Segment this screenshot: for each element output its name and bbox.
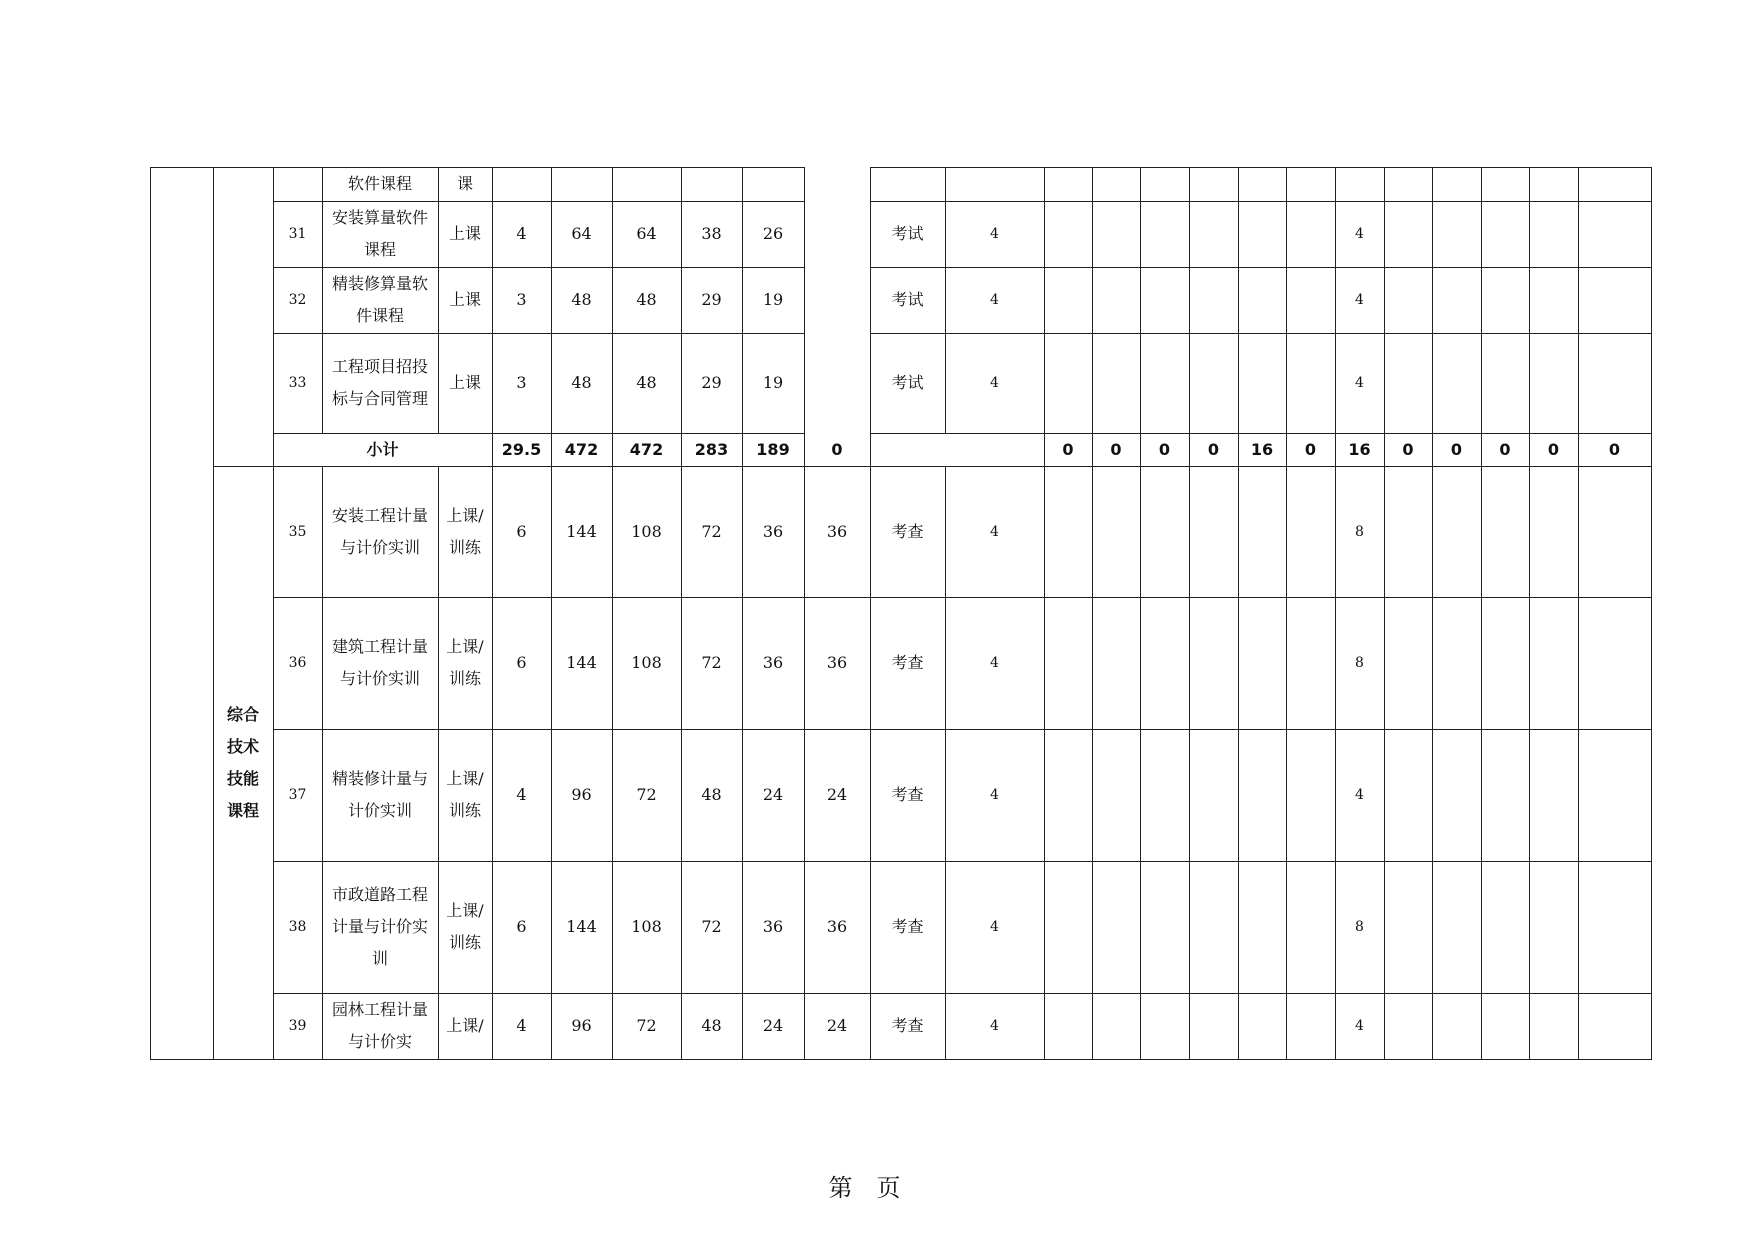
course-credit — [492, 167, 551, 201]
week-hours-cell — [1481, 466, 1529, 597]
week-hours-cell — [1384, 201, 1432, 267]
course-term: 4 — [990, 375, 999, 391]
week-hours-cell — [1189, 267, 1238, 333]
course-practice: 26 — [762, 224, 784, 243]
subtotal-training: 0 — [831, 439, 843, 459]
week-hours-cell: 4 — [1355, 292, 1364, 308]
subtotal-week-cell: 0 — [1207, 439, 1220, 459]
week-hours-cell — [1384, 993, 1432, 1059]
week-hours-cell: 4 — [1355, 226, 1364, 242]
week-hours-cell: 4 — [1355, 1018, 1364, 1034]
table-rule — [150, 1059, 1652, 1060]
course-training — [804, 167, 870, 201]
course-in-plan: 48 — [636, 290, 657, 309]
course-theory: 29 — [701, 373, 722, 392]
week-hours-cell — [1432, 201, 1481, 267]
course-name: 精装修算量软件课程 — [331, 274, 428, 325]
course-term: 4 — [990, 787, 999, 803]
course-name: 工程项目招投标与合同管理 — [331, 357, 428, 408]
course-training: 36 — [826, 917, 848, 936]
week-hours-cell — [1140, 167, 1189, 201]
week-hours-cell — [1140, 993, 1189, 1059]
course-type: 上课 — [448, 290, 481, 309]
course-credit: 4 — [516, 785, 527, 804]
week-hours-cell — [1529, 167, 1578, 201]
section-category-label: 综合技术技能课程 — [226, 704, 259, 820]
course-in-plan: 48 — [636, 373, 657, 392]
course-training — [804, 333, 870, 433]
week-hours-cell — [1384, 333, 1432, 433]
week-hours-cell — [1044, 201, 1092, 267]
week-hours-cell — [1140, 333, 1189, 433]
week-hours-cell — [1286, 201, 1335, 267]
week-hours-cell — [1578, 167, 1651, 201]
course-name: 软件课程 — [347, 174, 412, 193]
week-hours-cell — [1238, 201, 1286, 267]
course-practice: 24 — [762, 1016, 784, 1035]
week-hours-cell — [1384, 267, 1432, 333]
week-hours-cell — [1432, 466, 1481, 597]
course-theory: 38 — [701, 224, 722, 243]
course-assess: 考查 — [891, 917, 924, 936]
course-term: 4 — [990, 919, 999, 935]
course-number: 38 — [288, 919, 307, 935]
course-theory: 48 — [701, 785, 722, 804]
week-hours-cell — [1432, 729, 1481, 861]
week-hours-cell — [1481, 267, 1529, 333]
week-hours-cell — [1286, 267, 1335, 333]
week-hours-cell — [1140, 201, 1189, 267]
week-hours-cell — [1044, 729, 1092, 861]
course-name: 建筑工程计量与计价实训 — [331, 637, 428, 688]
week-hours-cell — [1189, 861, 1238, 993]
course-training: 36 — [826, 521, 848, 541]
course-theory — [681, 167, 742, 201]
week-hours-cell — [1238, 267, 1286, 333]
week-hours-cell — [1238, 729, 1286, 861]
week-hours-cell — [1044, 597, 1092, 729]
week-hours-cell: 8 — [1355, 655, 1364, 671]
week-hours-cell — [1578, 201, 1651, 267]
course-practice: 19 — [762, 290, 784, 309]
course-credit: 6 — [516, 521, 527, 541]
week-hours-cell — [1578, 861, 1651, 993]
course-total: 64 — [571, 224, 592, 243]
subtotal-week-cell: 0 — [1110, 439, 1122, 459]
week-hours-cell — [1286, 597, 1335, 729]
course-total: 144 — [566, 653, 597, 672]
week-hours-cell — [1044, 861, 1092, 993]
course-type: 上课/训练 — [446, 769, 484, 820]
subtotal-week-cell: 0 — [1304, 439, 1317, 459]
course-practice: 36 — [762, 521, 784, 541]
week-hours-cell — [1140, 597, 1189, 729]
subtotal-week-cell: 16 — [1250, 439, 1274, 459]
course-practice: 24 — [762, 785, 784, 804]
week-hours-cell — [1384, 466, 1432, 597]
course-number: 31 — [288, 226, 307, 242]
course-theory: 29 — [701, 290, 722, 309]
week-hours-cell — [1140, 466, 1189, 597]
week-hours-cell — [1286, 729, 1335, 861]
course-practice: 36 — [762, 653, 784, 672]
table-rule — [150, 167, 151, 1060]
course-number: 35 — [288, 523, 307, 540]
course-total: 144 — [566, 521, 597, 541]
week-hours-cell — [1044, 993, 1092, 1059]
week-hours-cell — [1044, 333, 1092, 433]
course-credit: 4 — [516, 1016, 527, 1035]
course-total: 48 — [571, 290, 592, 309]
week-hours-cell — [1286, 333, 1335, 433]
week-hours-cell — [1140, 729, 1189, 861]
week-hours-cell — [1529, 201, 1578, 267]
week-hours-cell — [1092, 861, 1140, 993]
course-number: 37 — [288, 787, 307, 803]
course-type: 上课 — [448, 224, 481, 243]
week-hours-cell — [1189, 597, 1238, 729]
course-type: 上课/训练 — [446, 505, 484, 557]
course-total — [551, 167, 612, 201]
week-hours-cell — [1432, 993, 1481, 1059]
course-theory: 72 — [701, 917, 722, 936]
week-hours-cell: 8 — [1355, 523, 1364, 540]
week-hours-cell — [1529, 267, 1578, 333]
subtotal-week-cell: 16 — [1348, 439, 1371, 459]
week-hours-cell — [1238, 333, 1286, 433]
course-type: 上课/ — [446, 1016, 484, 1035]
course-assess: 考试 — [891, 373, 924, 392]
week-hours-cell — [1140, 267, 1189, 333]
course-number: 39 — [288, 1018, 307, 1034]
week-hours-cell — [1092, 167, 1140, 201]
week-hours-cell — [1529, 597, 1578, 729]
week-hours-cell — [1481, 333, 1529, 433]
course-assess: 考试 — [891, 224, 924, 243]
week-hours-cell — [1432, 861, 1481, 993]
course-type: 上课/训练 — [446, 901, 484, 952]
course-total: 48 — [571, 373, 592, 392]
course-name: 安装算量软件课程 — [331, 208, 428, 259]
course-credit: 4 — [516, 224, 527, 243]
course-assess: 考查 — [891, 785, 924, 804]
subtotal-week-cell: 0 — [1158, 439, 1171, 459]
week-hours-cell — [1578, 466, 1651, 597]
subtotal-total: 472 — [564, 439, 599, 459]
week-hours-cell — [1335, 167, 1384, 201]
week-hours-cell — [1189, 729, 1238, 861]
course-in-plan: 72 — [636, 785, 657, 804]
course-practice — [742, 167, 804, 201]
course-credit: 6 — [516, 653, 527, 672]
week-hours-cell — [1481, 729, 1529, 861]
course-term: 4 — [990, 655, 999, 671]
week-hours-cell — [1529, 333, 1578, 433]
course-training: 36 — [826, 653, 848, 672]
page-footer: 第页 — [828, 1174, 925, 1202]
course-training — [804, 267, 870, 333]
course-type: 上课/训练 — [446, 637, 484, 688]
subtotal-week-cell: 0 — [1499, 439, 1511, 459]
subtotal-week-cell: 0 — [1062, 439, 1074, 459]
week-hours-cell — [1384, 729, 1432, 861]
course-number: 32 — [288, 292, 307, 308]
course-type: 上课 — [448, 373, 481, 392]
week-hours-cell — [1092, 267, 1140, 333]
course-name: 园林工程计量与计价实 — [331, 1000, 428, 1051]
subtotal-week-cell: 0 — [1608, 439, 1621, 459]
subtotal-practice: 189 — [756, 439, 790, 459]
week-hours-cell — [1529, 729, 1578, 861]
course-type: 课 — [456, 174, 473, 193]
week-hours-cell — [1044, 466, 1092, 597]
week-hours-cell — [1092, 993, 1140, 1059]
week-hours-cell — [1044, 167, 1092, 201]
course-theory: 72 — [701, 653, 722, 672]
week-hours-cell — [1092, 201, 1140, 267]
week-hours-cell: 4 — [1355, 375, 1364, 391]
week-hours-cell — [1529, 466, 1578, 597]
course-total: 144 — [566, 917, 597, 936]
week-hours-cell — [1140, 861, 1189, 993]
week-hours-cell — [1578, 729, 1651, 861]
course-credit: 3 — [516, 290, 527, 309]
course-assess — [870, 167, 945, 201]
week-hours-cell — [1189, 201, 1238, 267]
week-hours-cell — [1481, 993, 1529, 1059]
course-term: 4 — [990, 226, 999, 242]
course-term — [945, 167, 1044, 201]
course-assess: 考查 — [891, 521, 924, 541]
week-hours-cell — [1189, 167, 1238, 201]
week-hours-cell — [1286, 993, 1335, 1059]
subtotal-theory: 283 — [694, 439, 729, 459]
course-name: 市政道路工程计量与计价实训 — [331, 885, 428, 968]
week-hours-cell — [1481, 167, 1529, 201]
week-hours-cell: 8 — [1355, 919, 1364, 935]
week-hours-cell — [1286, 167, 1335, 201]
course-assess: 考查 — [891, 1016, 924, 1035]
course-in-plan: 108 — [631, 521, 662, 541]
week-hours-cell — [1238, 597, 1286, 729]
week-hours-cell — [1432, 167, 1481, 201]
subtotal-week-cell: 0 — [1547, 439, 1560, 459]
week-hours-cell — [1092, 597, 1140, 729]
course-total: 96 — [571, 785, 592, 804]
week-hours-cell — [1578, 267, 1651, 333]
week-hours-cell — [1238, 861, 1286, 993]
course-practice: 36 — [762, 917, 784, 936]
week-hours-cell — [1092, 466, 1140, 597]
subtotal-credit: 29.5 — [501, 439, 542, 459]
week-hours-cell: 4 — [1355, 787, 1364, 803]
course-number: 33 — [288, 375, 307, 391]
week-hours-cell — [1044, 267, 1092, 333]
course-practice: 19 — [762, 373, 784, 392]
course-training: 24 — [826, 1016, 848, 1035]
course-training — [804, 201, 870, 267]
week-hours-cell — [1481, 597, 1529, 729]
course-term: 4 — [990, 523, 999, 540]
week-hours-cell — [1432, 333, 1481, 433]
course-name: 精装修计量与计价实训 — [331, 769, 428, 820]
course-number: 36 — [288, 655, 307, 671]
course-assess: 考查 — [891, 653, 924, 672]
course-in-plan: 108 — [631, 917, 662, 936]
course-assess: 考试 — [891, 290, 924, 309]
course-credit: 6 — [516, 917, 527, 936]
course-credit: 3 — [516, 373, 527, 392]
week-hours-cell — [1384, 597, 1432, 729]
week-hours-cell — [1286, 861, 1335, 993]
week-hours-cell — [1238, 167, 1286, 201]
course-term: 4 — [990, 1018, 999, 1034]
table-rule — [1651, 167, 1652, 1060]
week-hours-cell — [1286, 466, 1335, 597]
week-hours-cell — [1529, 861, 1578, 993]
week-hours-cell — [1238, 466, 1286, 597]
week-hours-cell — [1384, 167, 1432, 201]
week-hours-cell — [1189, 993, 1238, 1059]
course-theory: 48 — [701, 1016, 722, 1035]
week-hours-cell — [1189, 333, 1238, 433]
course-in-plan: 64 — [636, 224, 657, 243]
week-hours-cell — [1189, 466, 1238, 597]
course-in-plan — [612, 167, 681, 201]
subtotal-label: 小计 — [366, 439, 399, 459]
week-hours-cell — [1384, 861, 1432, 993]
course-training: 24 — [826, 785, 848, 804]
week-hours-cell — [1238, 993, 1286, 1059]
week-hours-cell — [1578, 333, 1651, 433]
course-term: 4 — [990, 292, 999, 308]
week-hours-cell — [1578, 597, 1651, 729]
week-hours-cell — [1092, 333, 1140, 433]
week-hours-cell — [1092, 729, 1140, 861]
course-total: 96 — [571, 1016, 592, 1035]
course-in-plan: 108 — [631, 653, 662, 672]
course-name: 安装工程计量与计价实训 — [331, 505, 428, 557]
week-hours-cell — [1481, 201, 1529, 267]
subtotal-week-cell: 0 — [1450, 439, 1463, 459]
course-number — [273, 167, 322, 201]
course-in-plan: 72 — [636, 1016, 657, 1035]
week-hours-cell — [1432, 267, 1481, 333]
week-hours-cell — [1432, 597, 1481, 729]
subtotal-in-plan: 472 — [629, 439, 664, 459]
course-theory: 72 — [701, 521, 722, 541]
week-hours-cell — [1481, 861, 1529, 993]
week-hours-cell — [1578, 993, 1651, 1059]
subtotal-week-cell: 0 — [1402, 439, 1414, 459]
week-hours-cell — [1529, 993, 1578, 1059]
